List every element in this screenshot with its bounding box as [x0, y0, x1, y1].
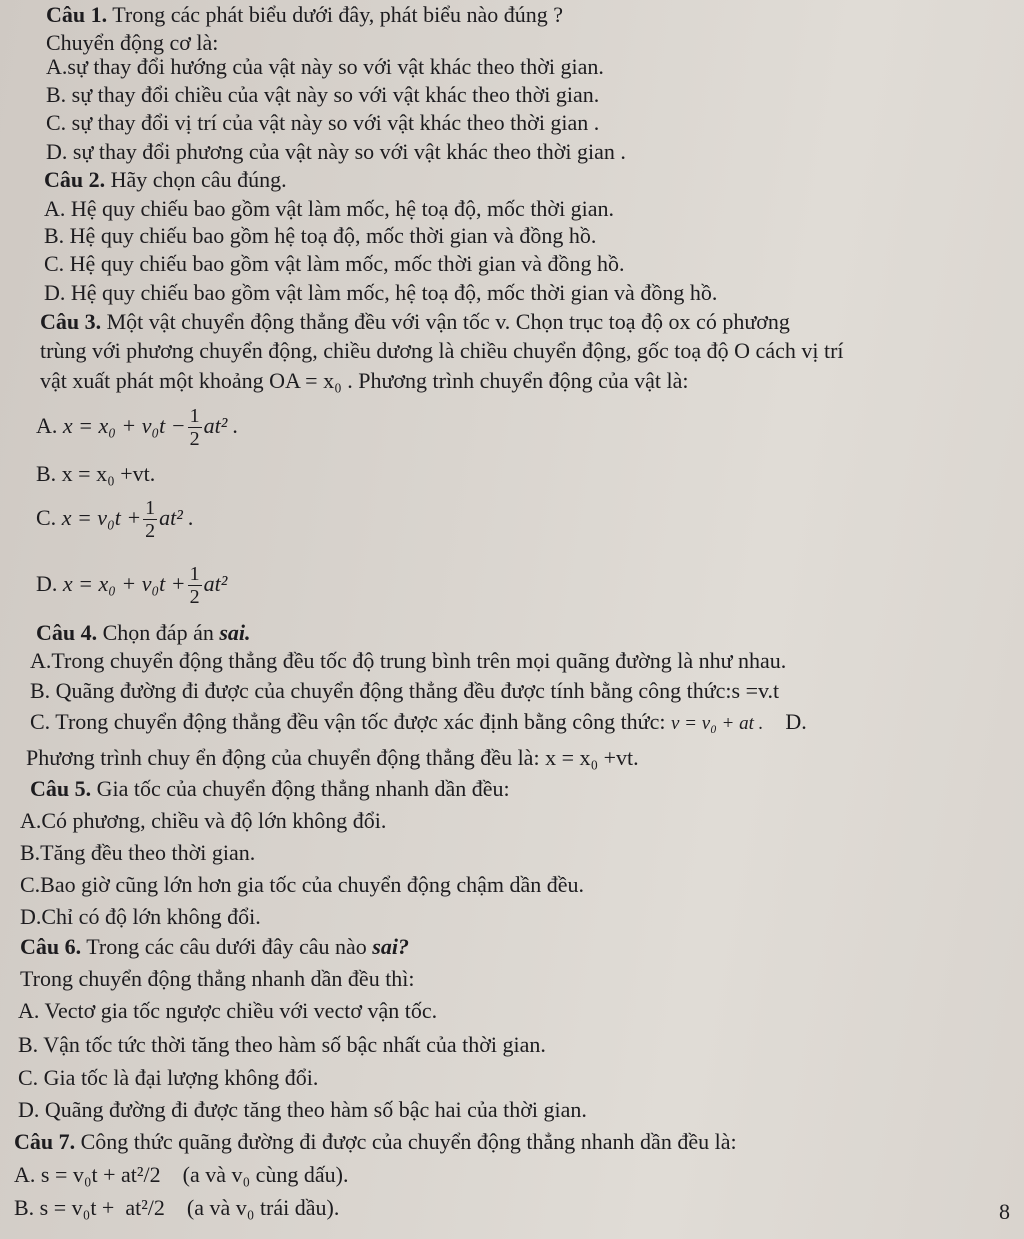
q2-option-b: B. Hệ quy chiếu bao gồm hệ toạ độ, mốc thời gian và đồng hồ.	[44, 223, 597, 248]
fraction-denominator: 2	[189, 428, 200, 451]
q3-option-a-fraction	[188, 405, 202, 450]
fraction-numerator: 1	[189, 563, 200, 586]
q3-option-c-label: C.	[36, 505, 57, 530]
q3-option-d	[36, 558, 227, 610]
q3-option-a-label: A.	[36, 413, 58, 438]
q6-option-c: C. Gia tốc là đại lượng không đổi.	[18, 1065, 319, 1090]
q3-option-a-tail: at² .	[203, 413, 239, 438]
q6-option-d: D. Quãng đường đi được tăng theo hàm số bậc hai của thời gian.	[18, 1097, 587, 1122]
q4-option-c-formula: v = v₀ + at .	[671, 713, 764, 734]
q4-heading	[36, 620, 251, 646]
q3-option-c-fraction	[143, 497, 157, 542]
q4-option-d-label: D.	[785, 709, 807, 734]
q2-option-c: C. Hệ quy chiếu bao gồm vật làm mốc, mốc thời gian và đồng hồ.	[44, 251, 625, 276]
q2-title: Câu 2.	[44, 167, 106, 192]
q3-option-b: B. x = x₀ +vt.	[36, 461, 156, 486]
q3-option-d-fraction	[188, 563, 202, 608]
q5-option-b: B.Tăng đều theo thời gian.	[20, 840, 256, 865]
q7-title: Câu 7.	[14, 1129, 76, 1154]
q4-option-c	[30, 709, 807, 737]
q3-option-d-expr: x = x₀ + v₀t +	[62, 571, 186, 596]
q4-title: Câu 4.	[36, 620, 98, 645]
q4-option-b: B. Quãng đường đi được của chuyển động thẳng đều được tính bằng công thức:s =v.t	[30, 678, 780, 703]
q3-title: Câu 3.	[40, 309, 102, 334]
q3-option-c-expr: x = v₀t +	[61, 505, 142, 530]
q5-option-d: D.Chỉ có độ lớn không đổi.	[20, 904, 261, 929]
q6-line2: Trong chuyển động thẳng nhanh dần đều thì:	[20, 966, 415, 991]
q4-text: Chọn đáp án	[97, 620, 220, 645]
q6-heading	[20, 934, 409, 960]
q3-option-d-tail: at²	[203, 571, 228, 596]
q3-text: Một vật chuyển động thẳng đều với vận tốc v. Chọn trục toạ độ ox có phương	[101, 309, 790, 334]
page-number: 8	[999, 1199, 1010, 1224]
q6-emphasis: sai?	[372, 934, 409, 959]
q3-option-a	[36, 400, 238, 452]
fraction-denominator: 2	[145, 520, 156, 543]
q3-option-c-tail: at² .	[159, 505, 194, 530]
q2-option-d: D. Hệ quy chiếu bao gồm vật làm mốc, hệ toạ độ, mốc thời gian và đồng hồ.	[44, 280, 718, 305]
q2-option-a: A. Hệ quy chiếu bao gồm vật làm mốc, hệ toạ độ, mốc thời gian.	[44, 196, 615, 221]
q7-text: Công thức quãng đường đi được của chuyển động thẳng nhanh dần đều là:	[75, 1129, 737, 1154]
q7-option-a: A. s = v₀t + at²/2 (a và v₀ cùng dấu).	[14, 1162, 349, 1187]
q1-option-a: A.sự thay đổi hướng của vật này so với vật khác theo thời gian.	[46, 54, 604, 79]
q7-option-b: B. s = v₀t + at²/2 (a và v₀ trái dầu).	[14, 1195, 340, 1220]
q4-emphasis: sai.	[219, 620, 251, 645]
q6-title: Câu 6.	[20, 934, 82, 959]
fraction-numerator: 1	[145, 497, 156, 520]
q5-option-a: A.Có phương, chiều và độ lớn không đổi.	[20, 808, 387, 833]
q3-option-c	[36, 492, 194, 544]
q5-text: Gia tốc của chuyển động thẳng nhanh dần đều:	[91, 776, 510, 801]
q1-option-b: B. sự thay đổi chiều của vật này so với vật khác theo thời gian.	[46, 82, 600, 107]
q6-text: Trong các câu dưới đây câu nào	[81, 934, 373, 959]
q2-text: Hãy chọn câu đúng.	[105, 167, 287, 192]
q1-title: Câu 1.	[46, 2, 108, 27]
q2-heading	[44, 167, 287, 193]
fraction-numerator: 1	[189, 405, 200, 428]
q4-option-c-text: C. Trong chuyển động thẳng đều vận tốc được xác định bằng công thức:	[30, 709, 666, 734]
q5-option-c: C.Bao giờ cũng lớn hơn gia tốc của chuyển động chậm dần đều.	[20, 872, 584, 897]
q6-option-a: A. Vectơ gia tốc ngược chiều với vectơ vận tốc.	[18, 998, 438, 1023]
q6-option-b: B. Vận tốc tức thời tăng theo hàm số bậc nhất của thời gian.	[18, 1032, 546, 1057]
q1-option-c: C. sự thay đổi vị trí của vật này so với vật khác theo thời gian .	[46, 110, 600, 135]
q1-option-d: D. sự thay đổi phương của vật này so với vật khác theo thời gian .	[46, 139, 626, 164]
fraction-denominator: 2	[189, 586, 200, 609]
q3-option-d-label: D.	[36, 571, 58, 596]
q4-option-a: A.Trong chuyển động thẳng đều tốc độ trung bình trên mọi quãng đường là như nhau.	[30, 648, 787, 673]
q1-text: Trong các phát biểu dưới đây, phát biểu nào đúng ?	[107, 2, 564, 27]
q3-line2: trùng với phương chuyển động, chiều dương là chiều chuyển động, gốc toạ độ O cách vị trí	[40, 338, 844, 363]
q1-heading	[46, 2, 563, 28]
q5-title: Câu 5.	[30, 776, 92, 801]
q3-heading	[40, 309, 790, 335]
q4-option-d: Phương trình chuy ển động của chuyển động thẳng đều là: x = x₀ +vt.	[26, 745, 639, 770]
q3-option-a-expr: x = x₀ + v₀t −	[62, 413, 186, 438]
q5-heading	[30, 776, 510, 802]
q1-line2: Chuyển động cơ là:	[46, 30, 219, 55]
q3-line3: vật xuất phát một khoảng OA = x₀ . Phương trình chuyển động của vật là:	[40, 368, 689, 393]
q7-heading	[14, 1129, 737, 1155]
